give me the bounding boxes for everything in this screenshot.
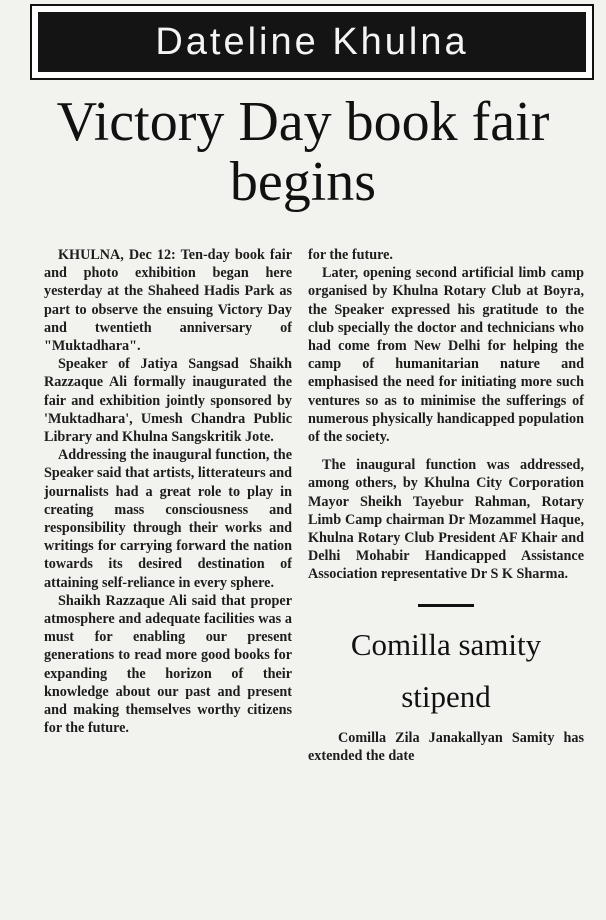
article-paragraph: Later, opening second artificial limb camp organised by Khulna Rotary Club at Boyra, the Speaker expressed his gratitude to the club specially the doctor and technicians who had come from New Delhi for helping the camp of humanitarian nature and emphasised the need for initiating more such ventures so as to minimise the sufferings of numerous physically handicapped population of the society. — [308, 265, 584, 446]
article-paragraph: The inaugural function was addressed, among others, by Khulna City Corporation Mayor Sheikh Tayebur Rahman, Rotary Limb Camp chairman Dr Mozammel Haque, Khulna Rotary Club President AF Khair and Delhi Mohabir Handicapped Assistance Association representative Dr S K Sharma. — [308, 457, 584, 583]
section-banner — [30, 4, 594, 80]
article-paragraph: Addressing the inaugural function, the Speaker said that artists, litterateurs and journalists had a great role to play in creating mass consciousness and responsibility through their works and writings for carrying forward the nation towards its desired destination of attaining self-reliance in every sphere. — [44, 447, 292, 591]
article-column-left — [44, 246, 292, 920]
second-article-headline: Comilla samity stipend — [350, 626, 542, 714]
article-paragraph: Speaker of Jatiya Sangsad Shaikh Razzaque Ali formally inaugurated the fair and exhibition jointly sponsored by 'Muktadhara', Umesh Chandra Public Library and Khulna Sangskritik Jote. — [44, 356, 292, 446]
section-title: Dateline Khulna — [38, 12, 586, 72]
article-divider — [418, 604, 474, 607]
second-article-lead: Comilla Zila Janakallyan Samity has extended the date — [308, 729, 584, 764]
article-headline: Victory Day book fair begins — [56, 91, 550, 213]
article-column-right — [308, 246, 584, 765]
article-paragraph: Shaikh Razzaque Ali said that proper atmosphere and adequate facilities was a must for enabling our present generations to read more good books for expanding the horizon of their knowledge about our past and present and making themselves worthy citizens for the future. — [44, 592, 292, 737]
article-paragraph-continued: for the future. — [308, 247, 393, 263]
article-paragraph: KHULNA, Dec 12: Ten-day book fair and photo exhibition began here yesterday at the Shaheed Hadis Park as part to observe the ensuing Victory Day and twentieth anniversary of "Muktadhara". — [44, 247, 292, 355]
